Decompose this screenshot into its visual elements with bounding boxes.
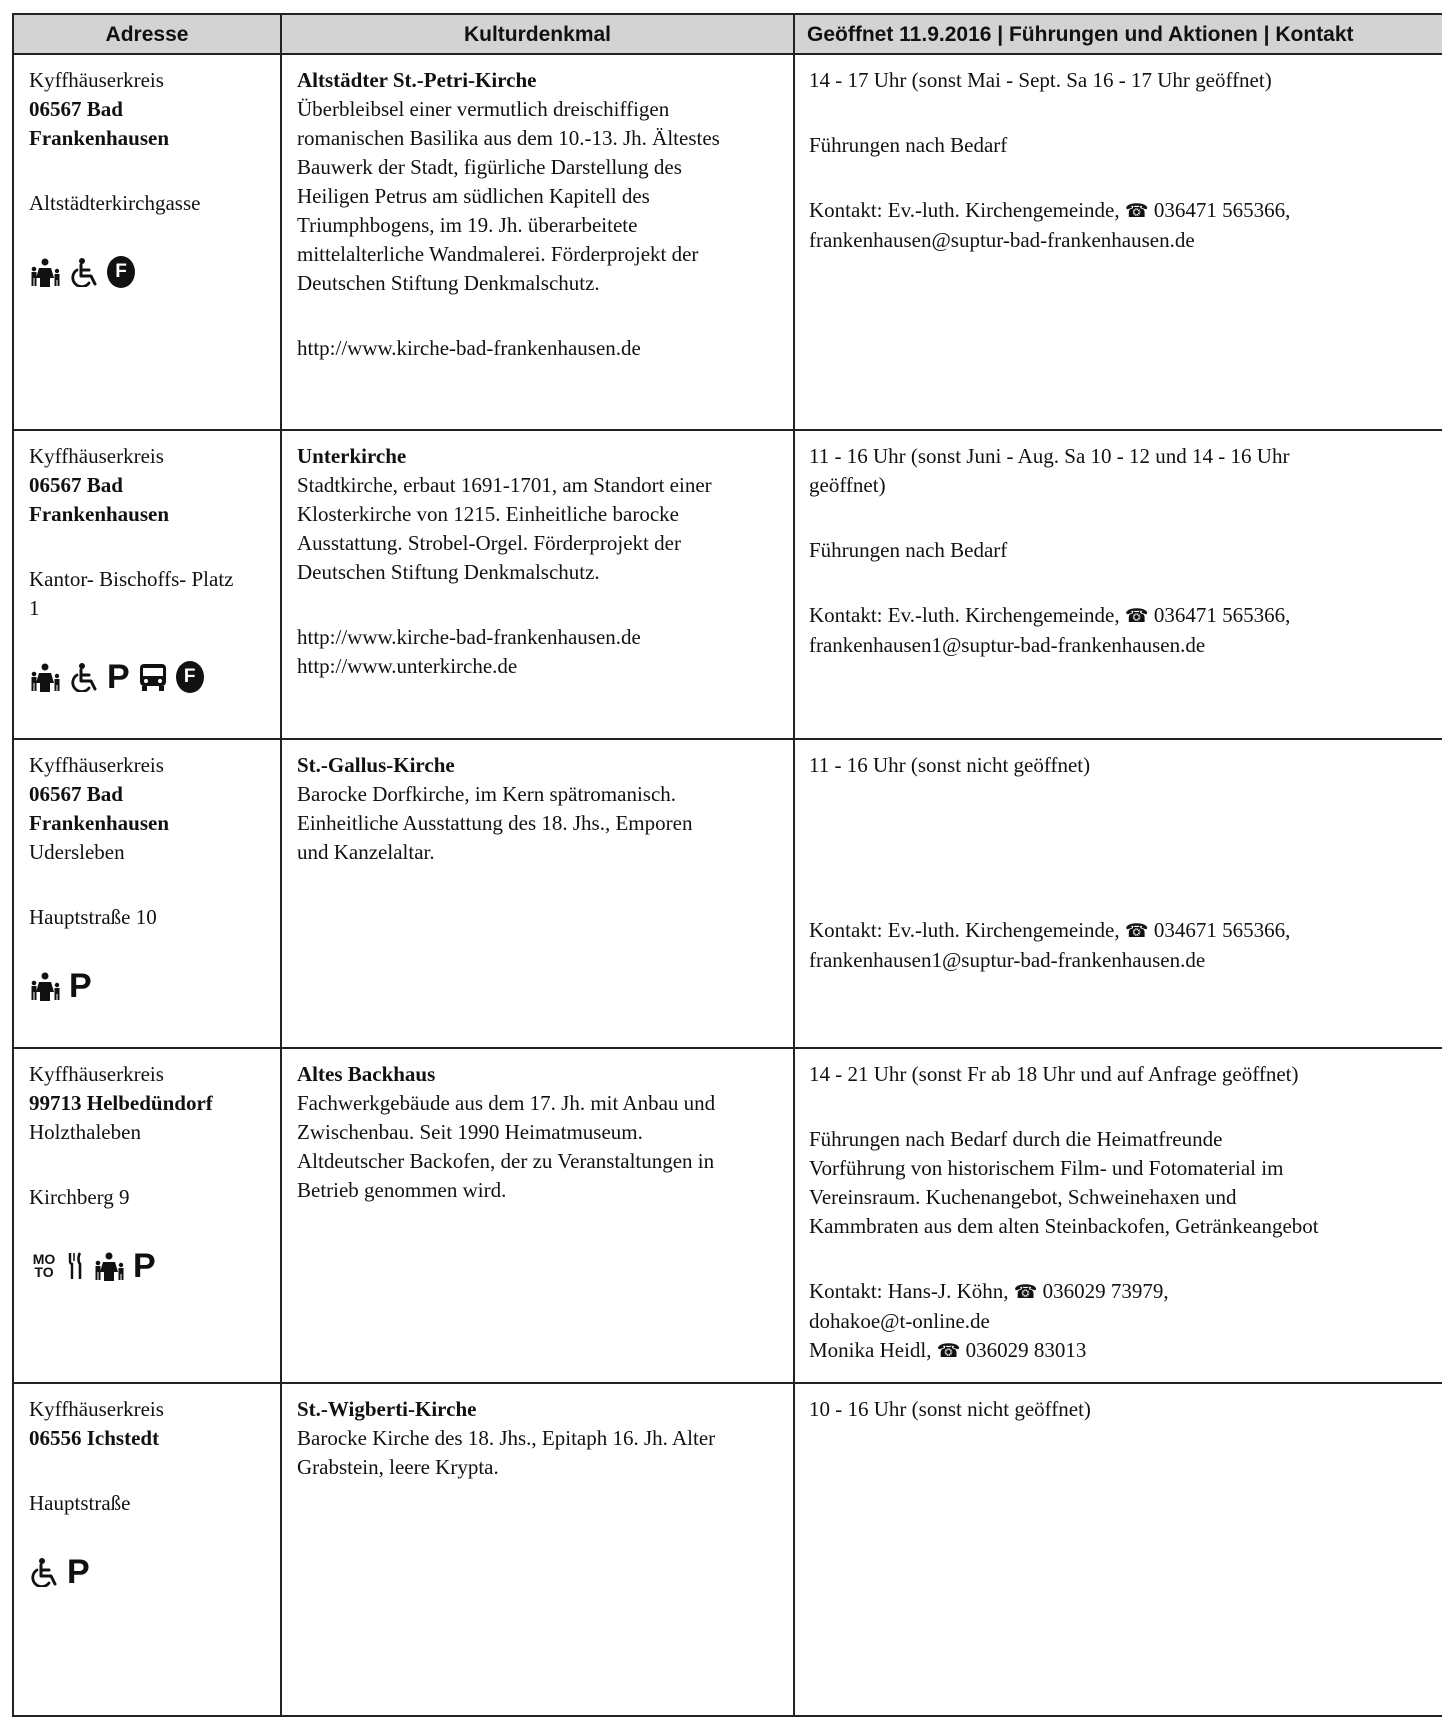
phone-icon: ☎ xyxy=(936,1340,961,1362)
monument-description-line: Bauwerk der Stadt, figürliche Darstellung des xyxy=(297,155,682,179)
parking-icon: P xyxy=(67,1553,90,1591)
monument-description-line: mittelalterliche Wandmalerei. Förderprojekt der xyxy=(297,242,699,266)
monument-description-line: Triumphbogens, im 19. Jh. überarbeitete xyxy=(297,213,638,237)
address-cell xyxy=(13,430,281,739)
monument-link[interactable]: http://www.kirche-bad-frankenhausen.de xyxy=(297,336,641,360)
monument-description-line: Klosterkirche von 1215. Einheitliche barocke xyxy=(297,502,679,526)
header-row xyxy=(13,14,1442,54)
wheelchair-icon xyxy=(69,256,99,288)
monument-cell xyxy=(281,430,794,739)
address-cell xyxy=(13,1048,281,1383)
monument-description-line: Betrieb genommen wird. xyxy=(297,1178,507,1202)
monument-cell xyxy=(281,739,794,1048)
tours-info: Vorführung von historischem Film- und Fotomaterial im xyxy=(809,1156,1284,1180)
opening-contact-cell xyxy=(794,1383,1442,1716)
phone-icon: ☎ xyxy=(1124,920,1149,942)
opening-contact-cell xyxy=(794,739,1442,1048)
monument-description-line: romanischen Basilika aus dem 10.-13. Jh. Ältestes xyxy=(297,126,720,150)
monument-title: St.-Wigberti-Kirche xyxy=(297,1397,477,1421)
opening-contact-cell xyxy=(794,430,1442,739)
table-row xyxy=(13,1383,1442,1716)
amenity-icons xyxy=(29,1554,270,1590)
family-icon xyxy=(29,661,61,693)
address-postal: 99713 Helbedündorf xyxy=(29,1091,213,1115)
header-kulturdenkmal: Kulturdenkmal xyxy=(281,14,794,54)
opening-hours: 11 - 16 Uhr (sonst nicht geöffnet) xyxy=(809,753,1091,777)
monument-link[interactable]: http://www.kirche-bad-frankenhausen.de xyxy=(297,625,641,649)
f-circle-icon: F xyxy=(107,256,135,288)
address-city: Frankenhausen xyxy=(29,126,170,150)
opening-hours: 10 - 16 Uhr (sonst nicht geöffnet) xyxy=(809,1397,1091,1421)
address-cell xyxy=(13,54,281,430)
family-icon xyxy=(29,256,61,288)
address-region: Kyffhäuserkreis xyxy=(29,1397,164,1421)
monument-title: Unterkirche xyxy=(297,444,407,468)
address-postal: 06567 Bad xyxy=(29,782,123,806)
address-postal: 06567 Bad xyxy=(29,97,123,121)
tours-info: Führungen nach Bedarf durch die Heimatfreunde xyxy=(809,1127,1223,1151)
f-circle-icon: F xyxy=(176,661,204,693)
address-street-2: 1 xyxy=(29,596,40,620)
family-icon xyxy=(29,970,61,1002)
tours-info: Führungen nach Bedarf xyxy=(809,538,1008,562)
monument-description-line: Zwischenbau. Seit 1990 Heimatmuseum. xyxy=(297,1120,643,1144)
monument-description-line: Deutschen Stiftung Denkmalschutz. xyxy=(297,271,600,295)
phone-icon: ☎ xyxy=(1124,200,1149,222)
address-postal: 06567 Bad xyxy=(29,473,123,497)
parking-icon: P xyxy=(107,658,130,696)
tours-info: Kammbraten aus dem alten Steinbackofen, Getränkeangebot xyxy=(809,1214,1319,1238)
amenity-icons xyxy=(29,254,270,290)
contact-line: Kontakt: Ev.-luth. Kirchengemeinde, ☎ 036471 565366, xyxy=(809,198,1291,222)
address-street: Altstädterkirchgasse xyxy=(29,191,201,215)
address-district: Udersleben xyxy=(29,840,125,864)
opening-contact-cell xyxy=(794,1048,1442,1383)
family-icon xyxy=(93,1250,125,1282)
phone-icon: ☎ xyxy=(1124,605,1149,627)
address-region: Kyffhäuserkreis xyxy=(29,444,164,468)
monument-link[interactable]: http://www.unterkirche.de xyxy=(297,654,518,678)
monument-description-line: Barocke Kirche des 18. Jhs., Epitaph 16. Jh. Alter xyxy=(297,1426,716,1450)
opening-hours: 14 - 17 Uhr (sonst Mai - Sept. Sa 16 - 17 Uhr geöffnet) xyxy=(809,68,1272,92)
address-region: Kyffhäuserkreis xyxy=(29,753,164,777)
monuments-table xyxy=(12,13,1442,1717)
bus-icon xyxy=(138,661,168,693)
tours-info: Vereinsraum. Kuchenangebot, Schweinehaxen und xyxy=(809,1185,1237,1209)
opening-hours: geöffnet) xyxy=(809,473,886,497)
header-adresse: Adresse xyxy=(13,14,281,54)
monument-description-line: und Kanzelaltar. xyxy=(297,840,435,864)
address-postal: 06556 Ichstedt xyxy=(29,1426,160,1450)
wheelchair-icon xyxy=(69,661,99,693)
table-row xyxy=(13,430,1442,739)
monument-title: St.-Gallus-Kirche xyxy=(297,753,455,777)
monument-cell xyxy=(281,1048,794,1383)
phone-icon: ☎ xyxy=(1013,1281,1038,1303)
parking-icon: P xyxy=(69,967,92,1005)
opening-hours: 14 - 21 Uhr (sonst Fr ab 18 Uhr und auf Anfrage geöffnet) xyxy=(809,1062,1299,1086)
monument-description-line: Heiligen Petrus am südlichen Kapitell des xyxy=(297,184,650,208)
address-cell xyxy=(13,739,281,1048)
monument-cell xyxy=(281,54,794,430)
header-opening-contact: Geöffnet 11.9.2016 | Führungen und Aktionen | Kontakt xyxy=(794,14,1442,54)
address-region: Kyffhäuserkreis xyxy=(29,1062,164,1086)
table-row xyxy=(13,1048,1442,1383)
monument-description-line: Einheitliche Ausstattung des 18. Jhs., Emporen xyxy=(297,811,693,835)
monument-description-line: Barocke Dorfkirche, im Kern spätromanisch. xyxy=(297,782,677,806)
monument-description-line: Deutschen Stiftung Denkmalschutz. xyxy=(297,560,600,584)
address-city: Frankenhausen xyxy=(29,811,170,835)
monument-cell xyxy=(281,1383,794,1716)
address-region: Kyffhäuserkreis xyxy=(29,68,164,92)
monument-description-line: Ausstattung. Strobel-Orgel. Förderprojekt der xyxy=(297,531,681,555)
address-street: Hauptstraße xyxy=(29,1491,131,1515)
contact-email[interactable]: frankenhausen@suptur-bad-frankenhausen.de xyxy=(809,228,1195,252)
address-street: Kirchberg 9 xyxy=(29,1185,130,1209)
mo-to-icon: MO TO xyxy=(32,1251,56,1280)
contact-line: Kontakt: Ev.-luth. Kirchengemeinde, ☎ 034671 565366, xyxy=(809,918,1291,942)
address-city: Frankenhausen xyxy=(29,502,170,526)
contact-email[interactable]: dohakoe@t-online.de xyxy=(809,1309,990,1333)
contact-line: Kontakt: Ev.-luth. Kirchengemeinde, ☎ 036471 565366, xyxy=(809,603,1291,627)
contact-line-2: Monika Heidl, ☎ 036029 83013 xyxy=(809,1338,1087,1362)
parking-icon: P xyxy=(133,1247,156,1285)
address-district: Holzthaleben xyxy=(29,1120,141,1144)
monument-description-line: Stadtkirche, erbaut 1691-1701, am Standort einer xyxy=(297,473,712,497)
monument-description-line: Grabstein, leere Krypta. xyxy=(297,1455,499,1479)
opening-contact-cell xyxy=(794,54,1442,430)
monument-title: Altstädter St.-Petri-Kirche xyxy=(297,68,537,92)
wheelchair-icon xyxy=(29,1556,59,1588)
contact-email[interactable]: frankenhausen1@suptur-bad-frankenhausen.de xyxy=(809,948,1206,972)
table-row xyxy=(13,54,1442,430)
address-street: Hauptstraße 10 xyxy=(29,905,157,929)
opening-hours: 11 - 16 Uhr (sonst Juni - Aug. Sa 10 - 12 und 14 - 16 Uhr xyxy=(809,444,1290,468)
address-street: Kantor- Bischoffs- Platz xyxy=(29,567,234,591)
table-row xyxy=(13,739,1442,1048)
fork-knife-icon xyxy=(67,1250,85,1282)
monument-description-line: Überbleibsel einer vermutlich dreischiffigen xyxy=(297,97,670,121)
contact-email[interactable]: frankenhausen1@suptur-bad-frankenhausen.de xyxy=(809,633,1206,657)
amenity-icons xyxy=(29,1248,270,1284)
tours-info: Führungen nach Bedarf xyxy=(809,133,1008,157)
amenity-icons xyxy=(29,968,270,1004)
contact-line: Kontakt: Hans-J. Köhn, ☎ 036029 73979, xyxy=(809,1279,1169,1303)
monument-description-line: Fachwerkgebäude aus dem 17. Jh. mit Anbau und xyxy=(297,1091,716,1115)
address-cell xyxy=(13,1383,281,1716)
amenity-icons xyxy=(29,659,270,695)
monument-title: Altes Backhaus xyxy=(297,1062,436,1086)
monument-description-line: Altdeutscher Backofen, der zu Veranstaltungen in xyxy=(297,1149,715,1173)
